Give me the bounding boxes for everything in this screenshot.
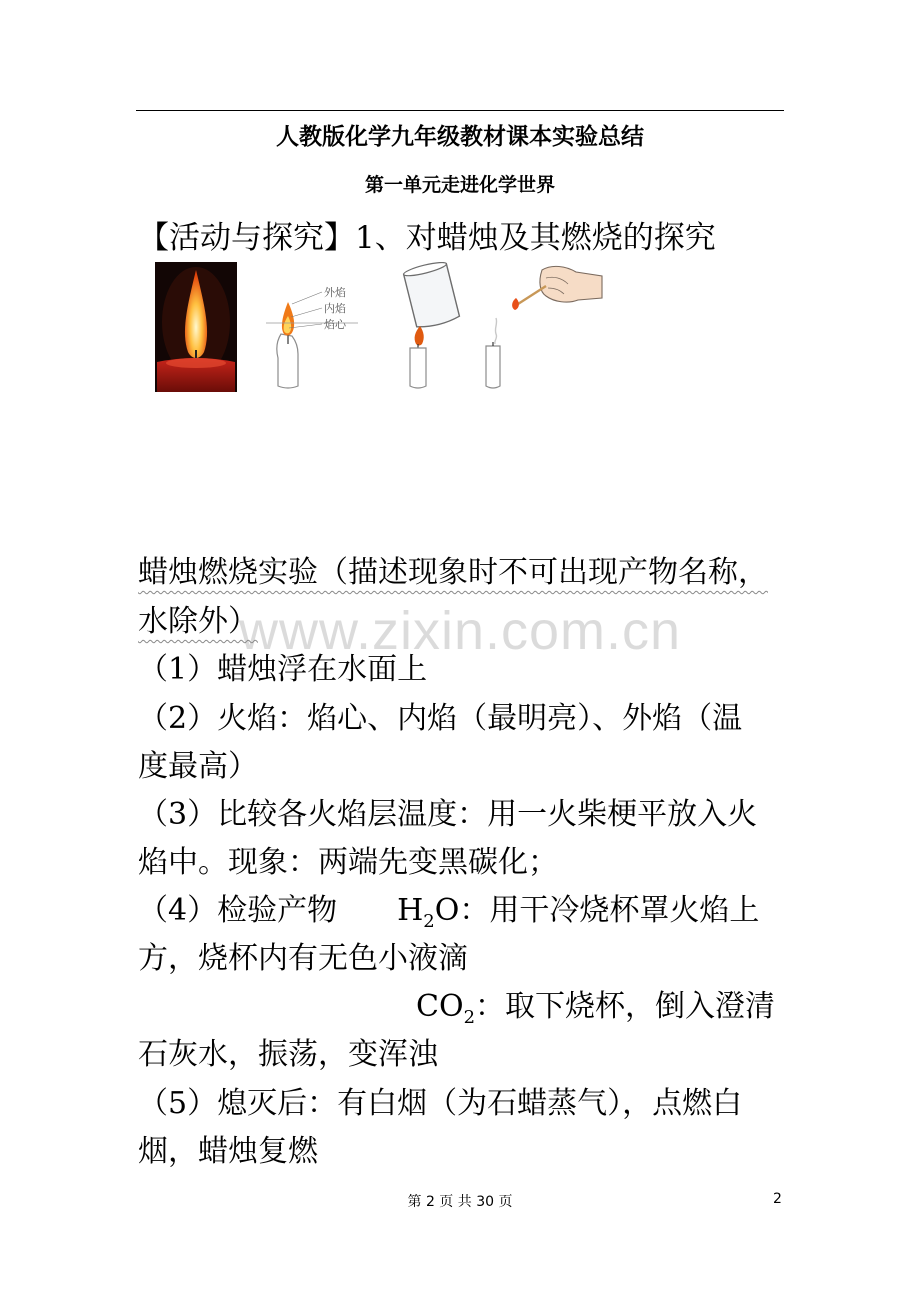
- intro-text-a: 蜡烛燃烧实验（描述现象时不可出现产物名称，: [138, 555, 768, 590]
- page-info: 第 2 页 共 30 页: [407, 1194, 513, 1210]
- header-rule: [136, 110, 784, 111]
- h2o-test-text: O：用干冷烧杯罩火焰上: [434, 893, 760, 928]
- item-5-line2: 烟，蜡烛复燃: [138, 1134, 318, 1169]
- intro-text-b: 水除外）: [138, 604, 258, 639]
- item-4-prefix: （4）检验产物: [138, 893, 338, 928]
- watermark: www.zixin.com.cn: [238, 601, 682, 661]
- item-2-line2: 度最高）: [138, 749, 258, 784]
- co2-formula-sub: 2: [463, 1007, 476, 1028]
- co2-test-text: ：取下烧杯，倒入澄清: [475, 989, 776, 1024]
- h2o-formula-h: H: [397, 893, 424, 928]
- item-4-line4: 石灰水，振荡，变浑浊: [138, 1037, 438, 1072]
- co2-formula-c: CO: [416, 989, 464, 1024]
- outer-flame-label: 外焰: [324, 286, 346, 299]
- flame-core-label: 焰心: [324, 318, 346, 331]
- item-5-line1: （5）熄灭后：有白烟（为石蜡蒸气），点燃白: [138, 1086, 743, 1121]
- inner-flame-label: 内焰: [324, 302, 346, 315]
- beaker-over-candle-diagram: [398, 262, 468, 392]
- item-4-line3: [416, 982, 775, 1042]
- item-3-line2: 焰中。现象：两端先变黑碳化；: [138, 845, 558, 880]
- item-4-line2: 方，烧杯内有无色小液滴: [138, 941, 468, 976]
- candle-flame-photo: [155, 262, 237, 392]
- item-3-line1: （3）比较各火焰层温度：用一火柴梗平放入火: [138, 797, 758, 832]
- item-2-line1: （2）火焰：焰心、内焰（最明亮）、外焰（温: [138, 701, 743, 736]
- page-number: 2: [773, 1191, 782, 1207]
- flame-layers-diagram: [262, 262, 362, 392]
- document-title: 人教版化学九年级教材课本实验总结: [276, 123, 644, 150]
- unit-title: 第一单元走进化学世界: [364, 174, 555, 196]
- item-1: （1）蜡烛浮在水面上: [138, 652, 428, 687]
- paragraph-intro-line2: [138, 597, 258, 646]
- activity-heading: 【活动与探究】1、对蜡烛及其燃烧的探究: [138, 220, 716, 256]
- paragraph-intro-line1: [138, 548, 768, 597]
- relight-candle-diagram: [482, 262, 606, 392]
- h2o-formula-sub: 2: [423, 911, 435, 932]
